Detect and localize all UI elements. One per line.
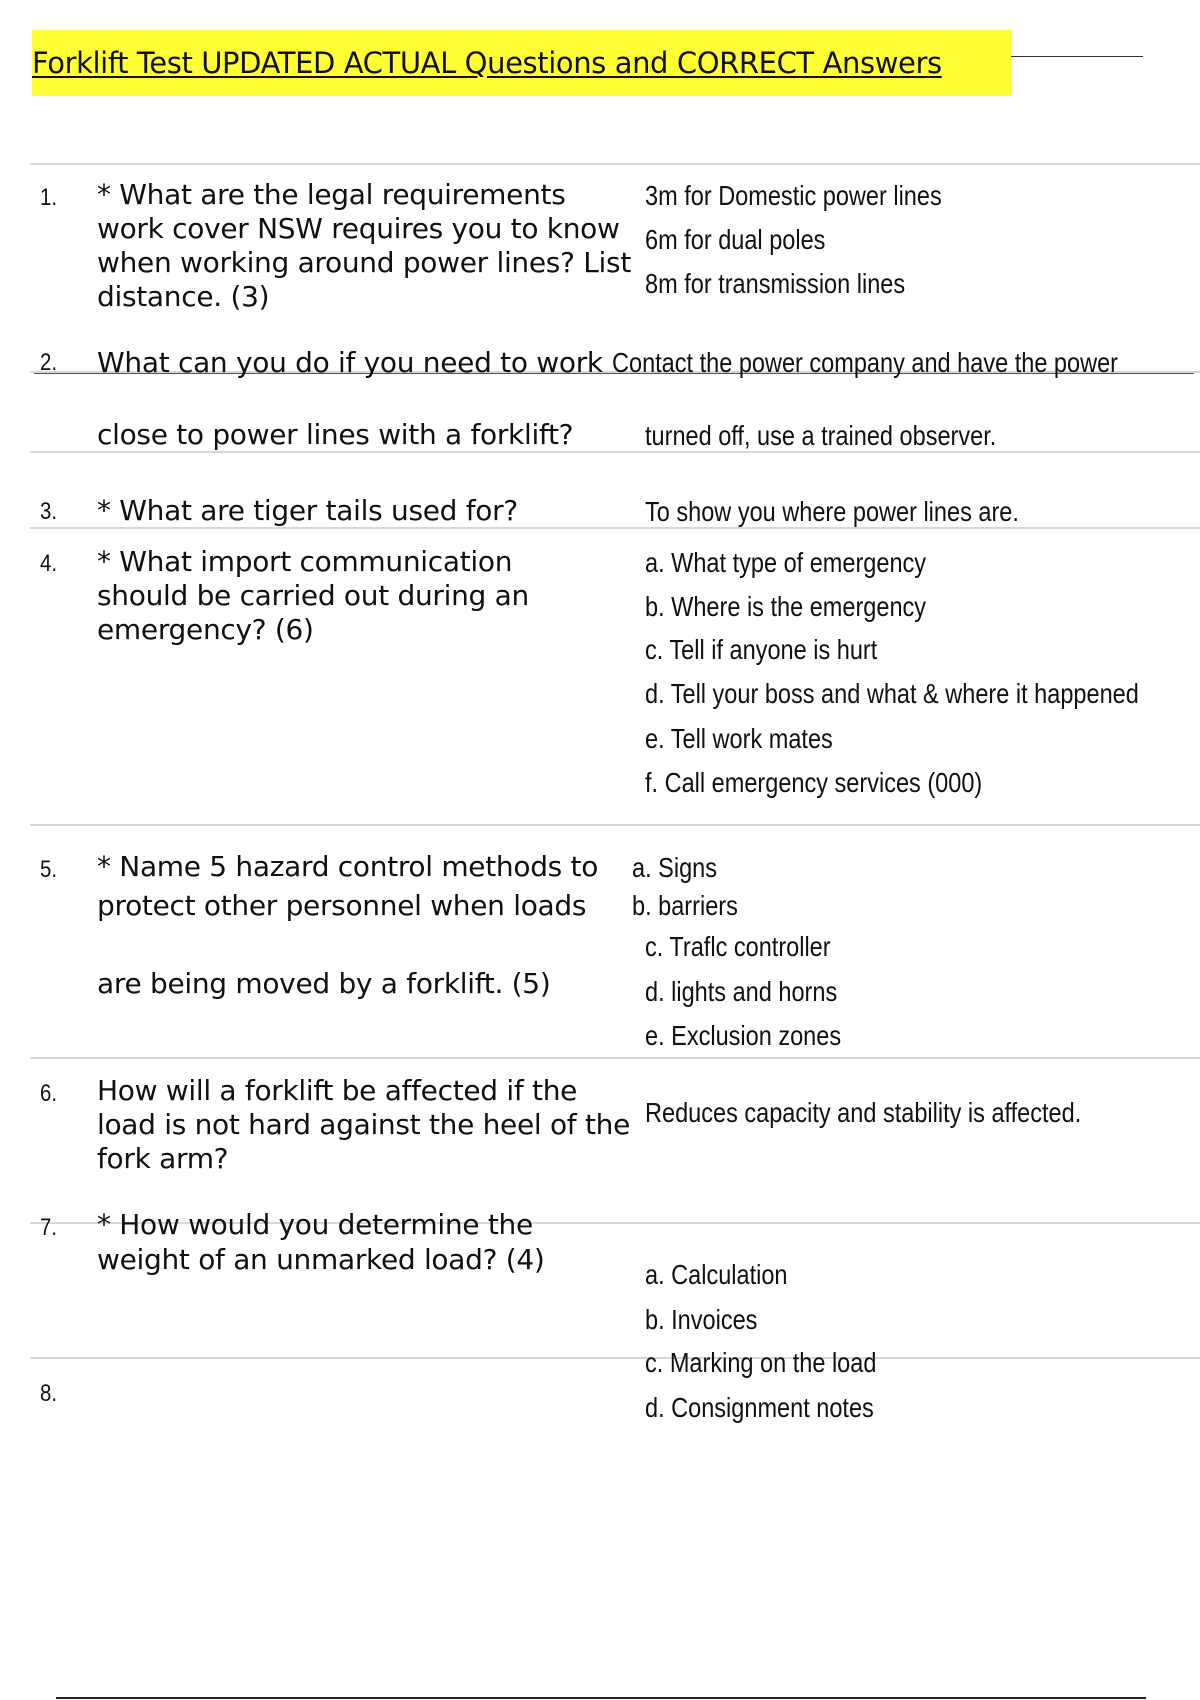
- question-7-answer-c: c. Marking on the load: [645, 1347, 877, 1378]
- question-3-text: * What are tiger tails used for?: [97, 494, 518, 527]
- question-2-answer-line2: turned off, use a trained observer.: [645, 420, 997, 451]
- row-divider: [30, 1357, 1200, 1359]
- question-1-number: 1.: [40, 184, 58, 211]
- question-4-text: * What import communication should be carried out during an emergency? (6): [97, 545, 529, 646]
- row-divider: [30, 824, 1200, 826]
- question-5-answer-b: b. barriers: [632, 890, 738, 921]
- document-title: Forklift Test UPDATED ACTUAL Questions and CORRECT Answers: [32, 30, 1011, 96]
- question-5-answer-c: c. Traflc controller: [645, 931, 831, 962]
- row-divider: [30, 1057, 1200, 1059]
- question-2-text-line2: close to power lines with a forklift?: [97, 418, 574, 451]
- question-7-answer-d: d. Consignment notes: [645, 1392, 874, 1423]
- question-7-text-line1: * How would you determine the: [97, 1208, 533, 1241]
- question-5-answer-a: a. Signs: [632, 852, 717, 883]
- question-8-number: 8.: [40, 1380, 58, 1407]
- question-7-number: 7.: [40, 1214, 58, 1241]
- question-4-answer-f: f. Call emergency services (000): [645, 767, 983, 798]
- question-1-answer-b: 6m for dual poles: [645, 224, 826, 255]
- question-7-answer-a: a. Calculation: [645, 1259, 788, 1290]
- page-bottom-rule: [56, 1697, 1146, 1699]
- row-divider: [30, 163, 1200, 165]
- question-1-answer-c: 8m for transmission lines: [645, 268, 906, 299]
- question-7-answer-b: b. Invoices: [645, 1304, 758, 1335]
- question-3-number: 3.: [40, 498, 58, 525]
- question-1-text: * What are the legal requirements work cover NSW requires you to know when working around power lines? List distance. (3): [97, 178, 631, 313]
- question-4-answer-e: e. Tell work mates: [645, 723, 833, 754]
- question-6-number: 6.: [40, 1080, 58, 1107]
- question-5-text-line3: are being moved by a forklift. (5): [97, 967, 551, 1000]
- question-6-text: How will a forklift be affected if the load is not hard against the heel of the fork arm?: [97, 1074, 631, 1175]
- question-4-answer-a: a. What type of emergency: [645, 547, 927, 578]
- question-5-answer-d: d. lights and horns: [645, 976, 838, 1007]
- question-5-text-line1: * Name 5 hazard control methods to: [97, 850, 599, 883]
- question-2-answer-line1: Contact the power company and have the power: [612, 347, 1118, 378]
- question-5-text-line2: protect other personnel when loads: [97, 889, 587, 922]
- question-6-answer: Reduces capacity and stability is affected.: [645, 1097, 1082, 1128]
- question-2-text-line1: What can you do if you need to work: [97, 346, 603, 379]
- question-5-answer-e: e. Exclusion zones: [645, 1020, 842, 1051]
- question-7-text-line2: weight of an unmarked load? (4): [97, 1243, 545, 1276]
- question-2-number: 2.: [40, 349, 58, 376]
- question-1-answer-a: 3m for Domestic power lines: [645, 180, 942, 211]
- question-4-number: 4.: [40, 550, 58, 577]
- question-4-answer-b: b. Where is the emergency: [645, 591, 927, 622]
- question-4-answer-d: d. Tell your boss and what & where it happened: [645, 678, 1139, 709]
- question-3-answer: To show you where power lines are.: [645, 496, 1019, 527]
- title-underline-extension: [1011, 56, 1143, 57]
- question-4-answer-c: c. Tell if anyone is hurt: [645, 634, 878, 665]
- question-5-number: 5.: [40, 856, 58, 883]
